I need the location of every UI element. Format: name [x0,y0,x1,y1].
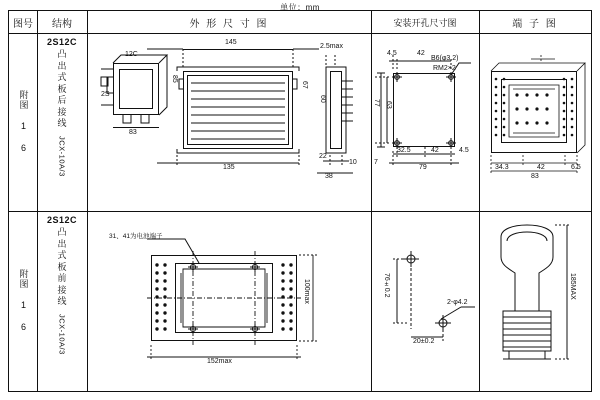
r1-dim-2s: 2S [101,91,110,98]
row2-structure [37,211,87,391]
row1-structure-code: 2S12C [46,37,78,47]
r2-dim-100: 100max [303,279,310,304]
row2-mounting-drawing [371,211,479,391]
r1-dim-145: 145 [225,39,237,46]
r2t-svg [479,211,591,391]
r1m-dim-rm2: RM2×2 [433,65,456,72]
r1-dim-67: 67 [301,81,308,89]
r2-note: 31、41为电池端子 [109,233,163,240]
r1-dim-25max: 2.5max [320,43,343,50]
r1m-dim-7: 7 [374,159,378,166]
row1-mounting-drawing [371,33,479,211]
r1-dim-12c: 12C [125,51,138,58]
r1m-dim-79: 79 [419,164,427,171]
row1-structure-desc: 凸出式板后接线 [57,49,67,128]
r1m-dim-325: 32.5 [397,147,411,154]
r1-dim-85: 85 [171,75,178,83]
r1t-svg [479,33,591,211]
r1m-dim-42: 42 [417,50,425,57]
row2-outline-drawing [87,211,371,391]
r1m-dim-b6: B6(φ3.2) [431,55,459,62]
row1-outline-drawing [87,33,371,211]
r1-dim-135: 135 [223,164,235,171]
header-fig-no: 图号 [13,18,33,30]
header-outline: 外 形 尺 寸 图 [189,18,269,30]
header-structure: 结构 [52,18,72,30]
r1m-dim-77: 77 [373,99,380,107]
row1-terminal-drawing [479,33,591,211]
header-mounting: 安装开孔尺寸图 [393,17,457,28]
r1t-dim-83: 83 [531,173,539,180]
r1m-dim-42b: 42 [431,147,439,154]
row2-structure-code: 2S12C [46,215,78,225]
r1-dim-60: 60 [319,95,326,103]
r1-side-svg [87,33,371,211]
r1-dim-22: 22 [319,153,327,160]
header-terminal: 端 子 图 [512,18,558,30]
r1m-svg [371,33,479,211]
row2-fig-no: 附图 1 6 [18,269,29,333]
r2-dim-152: 152max [207,358,232,365]
r1-dim-38: 38 [325,173,333,180]
row1-fig-no: 附图 1 6 [18,90,29,154]
r2m-dim-76: 76±0.2 [383,273,390,298]
r1t-dim-42: 42 [537,164,545,171]
row2-structure-desc: 凸出式板前接线 [57,227,67,306]
unit-note: 单位：mm [280,3,320,12]
r2t-dim-185: 185MAX [569,273,576,300]
row1-structure [37,33,87,211]
row2-terminal-drawing [479,211,591,391]
r2m-dim-20: 20±0.2 [413,338,435,345]
row2-model: JCX-10A/3 [57,313,67,355]
r1-dim-83: 83 [129,129,137,136]
r1t-dim-65: 6.5 [571,164,581,171]
r1t-dim-343: 34.3 [495,164,509,171]
table-frame [8,10,592,392]
r1m-dim-45a: 4.5 [387,50,397,57]
r1m-dim-63: 63 [385,101,392,109]
r2m-dim-phi42: 2-φ4.2 [447,299,468,306]
r1-dim-10: 10 [349,159,357,166]
row1-model: JCX-10A/3 [57,135,67,177]
r1m-dim-45b: 4.5 [459,147,469,154]
